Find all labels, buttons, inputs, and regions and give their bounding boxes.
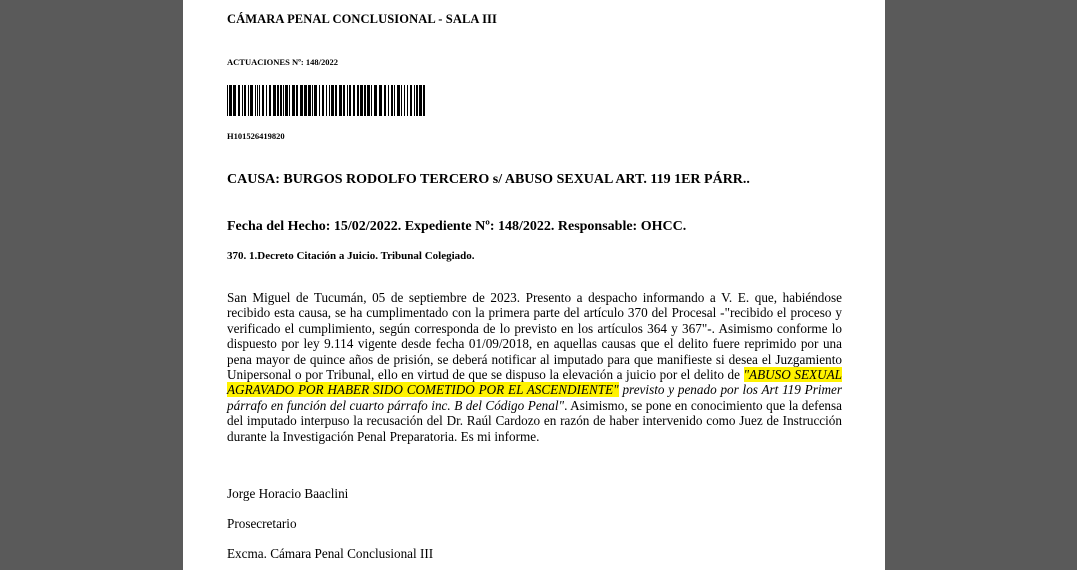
- barcode-bar: [394, 85, 395, 116]
- italic-legal-reference: previsto y penado por los Art 119 Primer párrafo en función del cuarto párrafo inc. B del Código Penal": [227, 382, 843, 413]
- barcode-bar: [269, 85, 271, 116]
- barcode-bar: [349, 85, 351, 116]
- signature-role: Prosecretario: [227, 516, 297, 531]
- barcode-bar: [229, 85, 232, 116]
- barcode-bar: [280, 85, 282, 116]
- actuaciones-number: ACTUACIONES Nº: 148/2022: [227, 57, 338, 67]
- barcode-bar: [308, 85, 311, 116]
- barcode-bar: [277, 85, 279, 116]
- barcode-bar: [233, 85, 236, 116]
- barcode-bar: [248, 85, 249, 116]
- case-title: CAUSA: BURGOS RODOLFO TERCERO s/ ABUSO SEXUAL ART. 119 1ER PÁRR..: [227, 172, 750, 187]
- barcode-bar: [357, 85, 359, 116]
- barcode-bar: [391, 85, 393, 116]
- barcode-bar: [347, 85, 348, 116]
- barcode-bar: [335, 85, 337, 116]
- paragraph-text: San Miguel de Tucumán, 05 de septiembre de 2023. Presento a despacho informando a V. E. que, habiéndose recibido esta causa, se ha cumplimentado con la primera parte del artículo 370 del Procesal -"recibido el proceso y verificado el cumplimiento, según corresponda de lo previsto en los artículos 364 y 367"-. Asimismo conforme lo dispuesto por ley 9.114 vigente desde fecha 01/09/2018, en aquellas causas que el delito fuere reprimido por una pena mayor de quince años de prisión, se deberá notificar al imputado para que manifieste si desea el Juzgamiento Unipersonal o por Tribunal, ello en virtud de que se dispuso la elevación a juicio por el delito de: [227, 290, 842, 383]
- barcode-bar: [364, 85, 366, 116]
- barcode-bar: [273, 85, 276, 116]
- barcode-bar: [312, 85, 313, 116]
- barcode-bar: [339, 85, 342, 116]
- barcode-bar: [404, 85, 405, 116]
- barcode-bar: [227, 85, 228, 116]
- barcode-bar: [379, 85, 382, 116]
- barcode-bar: [289, 85, 290, 116]
- barcode-bar: [360, 85, 363, 116]
- signature-name: Jorge Horacio Baaclini: [227, 486, 349, 501]
- barcode-bar: [250, 85, 253, 116]
- barcode-bar: [314, 85, 317, 116]
- barcode-bar: [407, 85, 408, 116]
- barcode-bar: [410, 85, 412, 116]
- barcode-bar: [283, 85, 284, 116]
- barcode-bar: [329, 85, 330, 116]
- highlighted-offense: "ABUSO SEXUAL AGRAVADO POR HABER SIDO COMETIDO POR EL ASCENDIENTE": [227, 367, 842, 398]
- case-details: Fecha del Hecho: 15/02/2022. Expediente Nº: 148/2022. Responsable: OHCC.: [227, 219, 687, 234]
- barcode-bar: [401, 85, 402, 116]
- barcode-bar: [255, 85, 256, 116]
- barcode-bar: [259, 85, 260, 116]
- barcode-bar: [388, 85, 389, 116]
- barcode-bar: [285, 85, 288, 116]
- barcode-bar: [257, 85, 258, 116]
- document-page: [183, 0, 885, 570]
- barcode-bar: [419, 85, 422, 116]
- barcode-bar: [242, 85, 243, 116]
- barcode-bar: [384, 85, 386, 116]
- barcode-bar: [262, 85, 264, 116]
- barcode-bar: [397, 85, 400, 116]
- barcode-bar: [300, 85, 303, 116]
- barcode-bar: [238, 85, 240, 116]
- barcode-bar: [367, 85, 370, 116]
- barcode-bar: [414, 85, 415, 116]
- decree-title: 370. 1.Decreto Citación a Juicio. Tribunal Colegiado.: [227, 250, 475, 262]
- barcode-bar: [266, 85, 267, 116]
- barcode-bar: [416, 85, 418, 116]
- barcode-bar: [353, 85, 355, 116]
- barcode-bar: [296, 85, 298, 116]
- barcode-bar: [244, 85, 246, 116]
- barcode-bar: [292, 85, 295, 116]
- barcode-bar: [319, 85, 320, 116]
- barcode-bar: [371, 85, 372, 116]
- barcode-bar: [326, 85, 327, 116]
- barcode-bar: [304, 85, 307, 116]
- barcode-bar: [343, 85, 345, 116]
- court-header: CÁMARA PENAL CONCLUSIONAL - SALA III: [227, 12, 497, 26]
- barcode-bar: [331, 85, 334, 116]
- paragraph-text-end: . Asimismo, se pone en conocimiento que la defensa del imputado interpuso la recusación del Dr. Raúl Cardozo en razón de haber intervenido como Juez de Instrucción durante la Investigación Penal Preparatoria. Es mi informe.: [227, 397, 843, 444]
- signature-office: Excma. Cámara Penal Conclusional III: [227, 546, 434, 561]
- barcode: [227, 85, 425, 116]
- barcode-bar: [374, 85, 377, 116]
- report-paragraph: [227, 290, 842, 444]
- barcode-bar: [423, 85, 425, 116]
- barcode-bar: [322, 85, 324, 116]
- barcode-id: H101526419820: [227, 131, 285, 141]
